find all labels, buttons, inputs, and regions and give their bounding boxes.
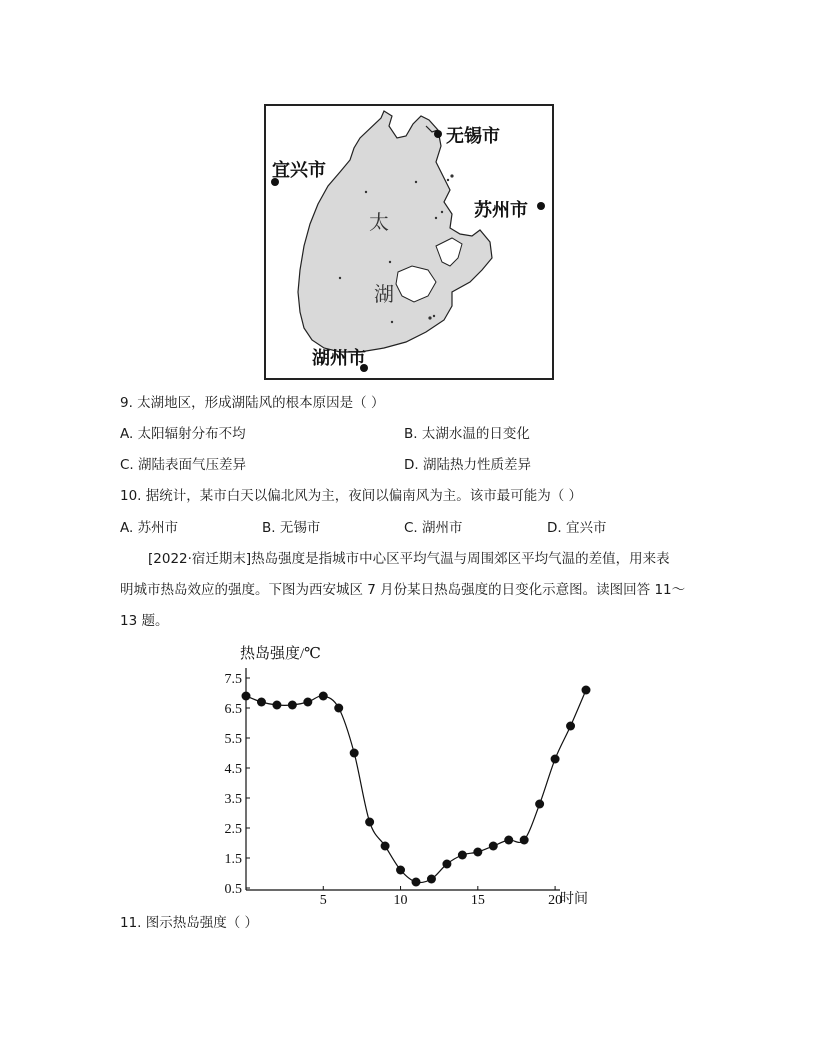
- chart-data-point: [551, 755, 560, 764]
- chart-data-point: [334, 704, 343, 713]
- heat-island-chart: [220, 640, 620, 915]
- q9-option-b: B. 太湖水温的日变化: [404, 426, 530, 442]
- taihu-map: [264, 104, 554, 380]
- chart-y-tick-label: 6.5: [224, 702, 242, 717]
- q9-option-c: C. 湖陆表面气压差异: [120, 457, 247, 473]
- chart-data-point: [442, 860, 451, 869]
- chart-x-tick-label: 20: [548, 893, 563, 908]
- chart-y-axis-label: 热岛强度/℃: [240, 646, 321, 662]
- heat-island-chart-svg: [220, 640, 620, 915]
- q10-stem: 10. 据统计，某市白天以偏北风为主，夜间以偏南风为主。该市最可能为（ ）: [120, 488, 583, 504]
- chart-y-tick-label: 0.5: [224, 882, 242, 897]
- lake-char-tai: 太: [369, 210, 389, 234]
- chart-data-point: [288, 701, 297, 710]
- chart-x-axis-label: 时间: [560, 892, 588, 907]
- chart-y-tick-label: 2.5: [224, 822, 242, 837]
- q10-option-a: A. 苏州市: [120, 520, 179, 536]
- city-dots: [266, 106, 552, 378]
- chart-y-tick-label: 7.5: [224, 672, 242, 687]
- suzhou-dot: [537, 202, 545, 210]
- q9-option-d: D. 湖陆热力性质差异: [404, 457, 531, 473]
- chart-data-point: [566, 722, 575, 731]
- chart-data-point: [303, 698, 312, 707]
- chart-data-point: [365, 818, 374, 827]
- city-label-huzhou: 湖州市: [312, 348, 366, 369]
- chart-data-point: [272, 701, 281, 710]
- q10-option-d: D. 宜兴市: [547, 520, 607, 536]
- chart-data-point: [412, 878, 421, 887]
- chart-series-line: [246, 690, 586, 883]
- passage-line-1: [2022·宿迁期末]热岛强度是指城市中心区平均气温与周围郊区平均气温的差值，用来表: [148, 551, 670, 567]
- chart-y-tick-label: 3.5: [224, 792, 242, 807]
- chart-y-tick-label: 1.5: [224, 852, 242, 867]
- city-label-wuxi: 无锡市: [446, 126, 500, 147]
- chart-data-point: [427, 875, 436, 884]
- chart-data-point: [396, 866, 405, 875]
- chart-x-tick-label: 5: [319, 893, 327, 908]
- city-label-suzhou: 苏州市: [474, 200, 528, 221]
- passage-line-3: 13 题。: [120, 613, 169, 629]
- q11-stem: 11. 图示热岛强度（ ）: [120, 915, 259, 931]
- q9-stem: 9. 太湖地区，形成湖陆风的根本原因是（ ）: [120, 395, 385, 411]
- chart-data-point: [257, 698, 266, 707]
- chart-x-tick-label: 10: [393, 893, 408, 908]
- passage-line-2: 明城市热岛效应的强度。下图为西安城区 7 月份某日热岛强度的日变化示意图。读图回答 11～: [120, 582, 686, 598]
- chart-data-point: [350, 749, 359, 758]
- lake-char-hu: 湖: [374, 282, 394, 306]
- chart-data-point: [489, 842, 498, 851]
- q9-option-a: A. 太阳辐射分布不均: [120, 426, 246, 442]
- chart-series-points: [242, 686, 591, 887]
- wuxi-dot: [434, 130, 442, 138]
- chart-data-point: [381, 842, 390, 851]
- chart-data-point: [242, 692, 251, 701]
- chart-data-point: [319, 692, 328, 701]
- city-label-yixing: 宜兴市: [272, 160, 326, 181]
- chart-data-point: [473, 848, 482, 857]
- chart-data-point: [504, 836, 513, 845]
- q10-option-c: C. 湖州市: [404, 520, 463, 536]
- chart-y-tick-label: 4.5: [224, 762, 242, 777]
- chart-y-tick-label: 5.5: [224, 732, 242, 747]
- chart-x-tick-label: 15: [470, 893, 485, 908]
- chart-data-point: [535, 800, 544, 809]
- q10-option-b: B. 无锡市: [262, 520, 321, 536]
- chart-data-point: [520, 836, 529, 845]
- chart-x-ticks: [320, 886, 562, 908]
- chart-data-point: [458, 851, 467, 860]
- chart-data-point: [582, 686, 591, 695]
